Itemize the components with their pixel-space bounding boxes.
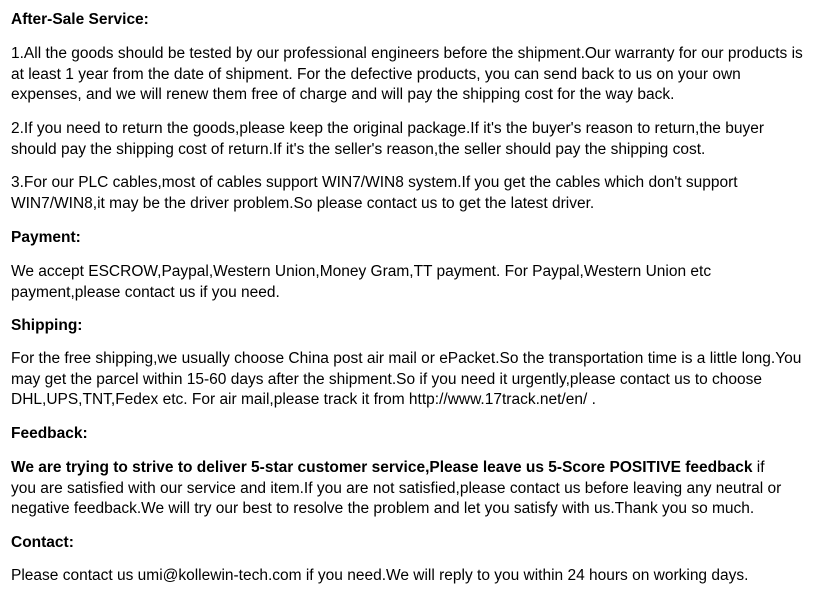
after-sale-paragraph-1 bbox=[11, 44, 833, 106]
paragraph-line: 3.For our PLC cables,most of cables support WIN7/WIN8 system.If you get the cables which don't support bbox=[11, 174, 738, 191]
paragraph-line: expenses, and we will renew them free of charge and will pay the shipping cost for the way back. bbox=[11, 86, 675, 103]
after-sale-heading: After-Sale Service: bbox=[11, 11, 149, 28]
paragraph-line: Please contact us umi@kollewin-tech.com if you need.We will reply to you within 24 hours on working days. bbox=[11, 567, 749, 584]
paragraph-line: you are satisfied with our service and item.If you are not satisfied,please contact us before leaving any neutral or bbox=[11, 479, 782, 497]
paragraph-line: 2.If you need to return the goods,please keep the original package.If it's the buyer's reason to return,the buyer bbox=[11, 120, 764, 137]
after-sale-paragraph-3 bbox=[11, 173, 833, 214]
paragraph-line: may get the parcel within 15-60 days after the shipment.So if you need it urgently,please contact us to choose bbox=[11, 370, 763, 388]
paragraph-line: at least 1 year from the date of shipment. For the defective products, you can send back to us on your own bbox=[11, 65, 741, 83]
paragraph-line: negative feedback.We will try our best to resolve the problem and let you satisfy with us.Thank you so much. bbox=[11, 500, 755, 517]
paragraph-line: We accept ESCROW,Paypal,Western Union,Money Gram,TT payment. For Paypal,Western Union etc bbox=[11, 263, 712, 280]
paragraph-line: For the free shipping,we usually choose China post air mail or ePacket.So the transportation time is a little long.You bbox=[11, 350, 802, 367]
feedback-line-tail: if bbox=[752, 459, 765, 476]
feedback-emphasis: We are trying to strive to deliver 5-star customer service,Please leave us 5-Score POSITIVE feedback bbox=[11, 459, 753, 476]
paragraph-line bbox=[11, 458, 833, 479]
payment-heading: Payment: bbox=[11, 229, 81, 246]
paragraph-line: payment,please contact us if you need. bbox=[11, 283, 280, 301]
paragraph-line: DHL,UPS,TNT,Fedex etc. For air mail,please track it from http://www.17track.net/en/ . bbox=[11, 391, 596, 408]
shipping-paragraph bbox=[11, 349, 833, 411]
paragraph-line: should pay the shipping cost of return.If it's the seller's reason,the seller should pay the shipping cost. bbox=[11, 140, 706, 158]
feedback-paragraph bbox=[11, 458, 833, 520]
paragraph-line: WIN7/WIN8,it may be the driver problem.So please contact us to get the latest driver. bbox=[11, 194, 595, 212]
payment-paragraph bbox=[11, 262, 833, 303]
paragraph-line: 1.All the goods should be tested by our professional engineers before the shipment.Our warranty for our products is bbox=[11, 45, 803, 62]
after-sale-paragraph-2 bbox=[11, 119, 833, 160]
feedback-heading: Feedback: bbox=[11, 425, 88, 442]
contact-paragraph bbox=[11, 566, 833, 587]
shipping-heading: Shipping: bbox=[11, 317, 83, 334]
contact-heading: Contact: bbox=[11, 534, 74, 551]
